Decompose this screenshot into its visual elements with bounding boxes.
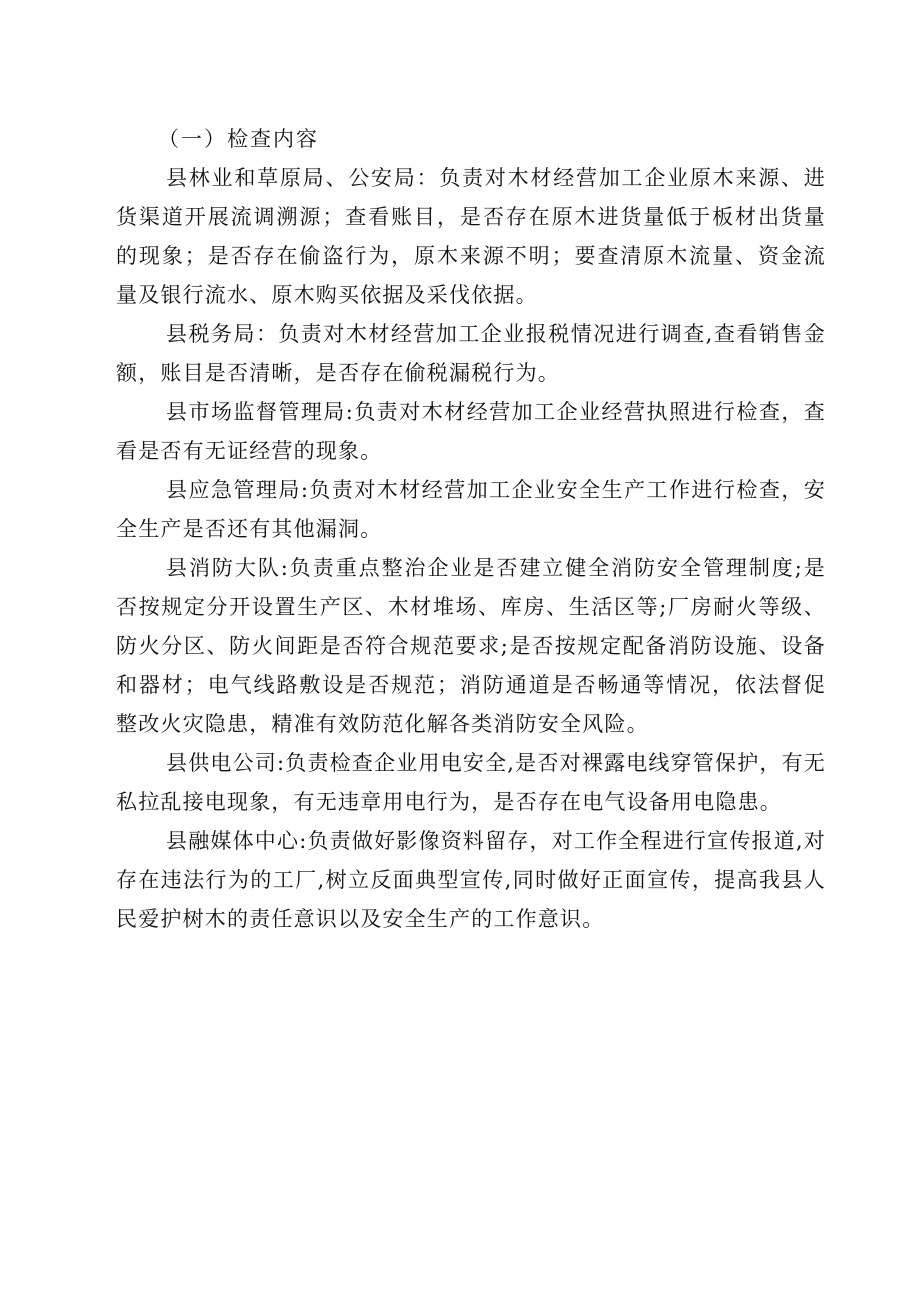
paragraph-market-supervision: 县市场监督管理局:负责对木材经营加工企业经营执照进行检查，查看是否有无证经营的现象。 xyxy=(116,400,826,463)
paragraph-forestry-police: 县林业和草原局、公安局：负责对木材经营加工企业原木来源、进货渠道开展流调溯源；查看账目，是否存在原木进货量低于板材出货量的现象；是否存在偷盗行为，原木来源不明；要查清原木流量、资金流量及银行流水、原木购买依据及采伐依据。 xyxy=(116,166,826,307)
paragraph-emergency-management: 县应急管理局:负责对木材经营加工企业安全生产工作进行检查，安全生产是否还有其他漏洞。 xyxy=(116,478,826,541)
document-page xyxy=(116,120,826,939)
section-heading: （一）检查内容 xyxy=(158,127,319,151)
paragraph-tax-bureau: 县税务局：负责对木材经营加工企业报税情况进行调查,查看销售金额，账目是否清晰，是否存在偷税漏税行为。 xyxy=(116,322,826,385)
paragraph-fire-brigade: 县消防大队:负责重点整治企业是否建立健全消防安全管理制度;是否按规定分开设置生产区、木材堆场、库房、生活区等;厂房耐火等级、防火分区、防火间距是否符合规范要求;是否按规定配备消防设施、设备和器材；电气线路敷设是否规范；消防通道是否畅通等情况，依法督促整改火灾隐患，精准有效防范化解各类消防安全风险。 xyxy=(116,556,826,736)
paragraph-power-supply: 县供电公司:负责检查企业用电安全,是否对裸露电线穿管保护，有无私拉乱接电现象，有无违章用电行为，是否存在电气设备用电隐患。 xyxy=(116,751,826,814)
paragraph-media-center: 县融媒体中心:负责做好影像资料留存，对工作全程进行宣传报道,对存在违法行为的工厂,树立反面典型宣传,同时做好正面宣传，提高我县人民爱护树木的责任意识以及安全生产的工作意识。 xyxy=(116,829,826,931)
